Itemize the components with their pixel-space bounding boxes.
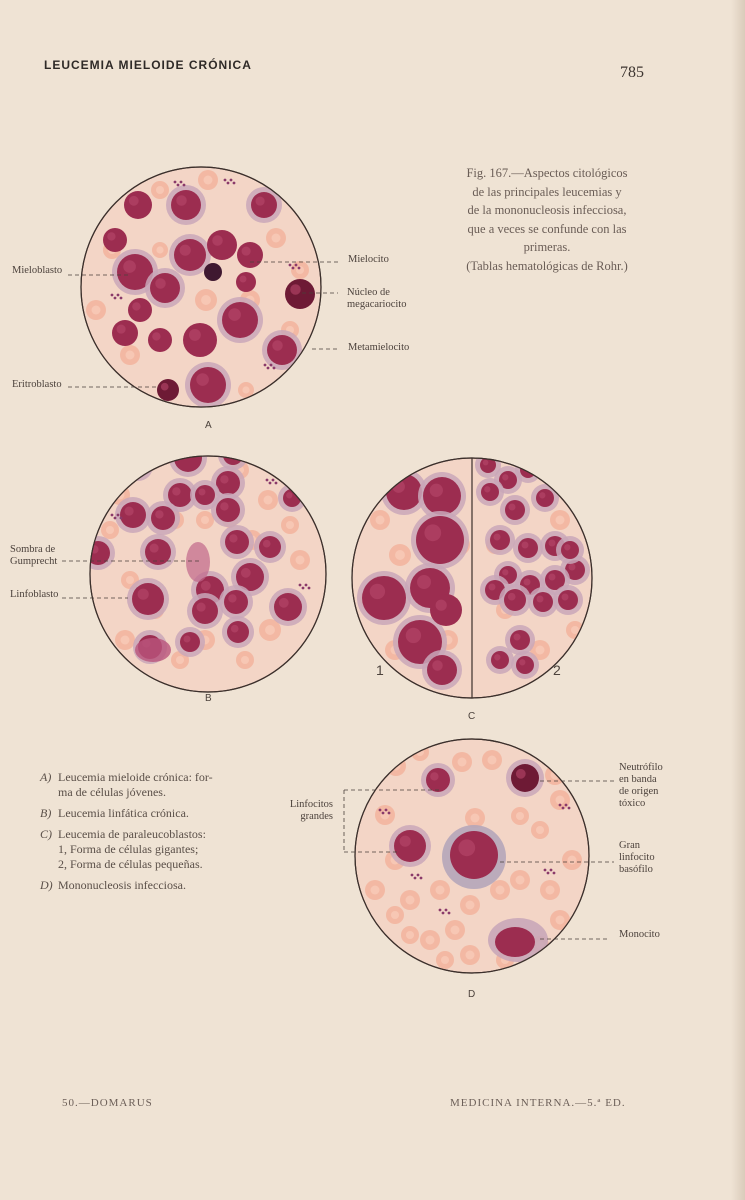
- nucleus-highlight: [184, 636, 191, 643]
- plate-d-micrograph: [355, 739, 589, 973]
- nucleus: [224, 590, 248, 614]
- nucleus: [426, 768, 450, 792]
- nucleus-highlight: [152, 332, 160, 340]
- nucleus: [558, 590, 578, 610]
- nucleus: [216, 471, 240, 495]
- nucleus-highlight: [509, 504, 516, 511]
- nucleus-highlight: [458, 839, 475, 856]
- platelet: [544, 869, 547, 872]
- platelet: [117, 514, 120, 517]
- caption-line: de las principales leucemias y: [472, 184, 622, 199]
- platelet: [411, 874, 414, 877]
- irregular-cell: [135, 638, 171, 662]
- nucleus-highlight: [290, 284, 301, 295]
- nucleus-highlight: [406, 628, 421, 643]
- plates-legend: [38, 770, 273, 899]
- label-linfoblasto: Linfoblasto: [10, 589, 59, 600]
- platelet: [305, 584, 308, 587]
- nucleus: [274, 593, 302, 621]
- red-cell-center: [571, 626, 579, 634]
- label-linfocitos-grandes: [281, 799, 333, 823]
- red-cell-center: [436, 886, 445, 895]
- nucleus-highlight: [522, 542, 529, 549]
- platelet: [174, 181, 177, 184]
- nucleus: [223, 445, 243, 465]
- red-cell-center: [156, 246, 163, 253]
- red-cell-center: [546, 886, 555, 895]
- label-line: de origen: [619, 786, 659, 797]
- nucleus: [150, 273, 180, 303]
- nucleus: [86, 541, 110, 565]
- red-cell-center: [272, 234, 281, 243]
- platelet: [269, 482, 272, 485]
- cytoplasm: [515, 457, 541, 483]
- platelet: [230, 179, 233, 182]
- platelet: [272, 479, 275, 482]
- platelet: [114, 297, 117, 300]
- platelet: [553, 872, 556, 875]
- platelet: [111, 514, 114, 517]
- page-number: 785: [620, 64, 644, 81]
- nucleus-highlight: [197, 603, 206, 612]
- legend-item: [38, 827, 273, 872]
- caption-line: que a veces se confunde con las: [467, 221, 627, 236]
- red-cell-center: [426, 936, 435, 945]
- nucleus-highlight: [272, 340, 283, 351]
- nucleus: [516, 656, 534, 674]
- nucleus: [216, 498, 240, 522]
- nucleus-highlight: [256, 197, 265, 206]
- nucleus-highlight: [508, 593, 516, 601]
- nucleus-highlight: [424, 524, 441, 541]
- plate-d-letter: D: [468, 989, 476, 1000]
- red-cell-center: [488, 756, 497, 765]
- nucleus-highlight: [107, 232, 115, 240]
- plate-b-letter: B: [205, 693, 212, 704]
- red-cell-center: [471, 814, 480, 823]
- nucleus-highlight: [179, 449, 189, 459]
- nucleus-highlight: [519, 659, 525, 665]
- nucleus: [285, 279, 315, 309]
- nucleus-highlight: [138, 589, 149, 600]
- red-cell-center: [371, 886, 380, 895]
- platelet: [114, 517, 117, 520]
- nucleus-highlight: [370, 584, 385, 599]
- megakaryocyte-nucleus: [204, 263, 222, 281]
- nucleus-highlight: [150, 544, 159, 553]
- platelet: [420, 877, 423, 880]
- nucleus-highlight: [516, 769, 526, 779]
- nucleus: [511, 764, 539, 792]
- nucleus-highlight: [549, 540, 556, 547]
- nucleus: [120, 502, 146, 528]
- label-line: Neutrófilo: [619, 762, 663, 773]
- nucleus: [423, 477, 461, 515]
- platelet: [224, 179, 227, 182]
- red-cell-center: [516, 812, 524, 820]
- cytoplasm: [123, 451, 153, 481]
- caption-line: primeras.: [523, 240, 571, 255]
- gumprecht-shadow: [186, 542, 210, 582]
- label-line: Gran: [619, 840, 640, 851]
- monocyte-nucleus: [495, 927, 535, 957]
- nucleus-highlight: [562, 594, 569, 601]
- nucleus-highlight: [502, 569, 508, 575]
- platelet: [298, 267, 301, 270]
- nucleus-highlight: [514, 634, 521, 641]
- nucleus-highlight: [569, 564, 576, 571]
- platelet: [275, 482, 278, 485]
- nucleus: [132, 583, 164, 615]
- label-gran-linfocito-basofilo: [619, 840, 655, 876]
- legend-line: 1, Forma de células gigantes;: [58, 842, 199, 856]
- nucleus: [183, 323, 217, 357]
- nucleus: [267, 335, 297, 365]
- platelet: [270, 364, 273, 367]
- platelet: [295, 264, 298, 267]
- red-cell: [370, 680, 390, 700]
- nucleus-highlight: [279, 598, 289, 608]
- platelet: [565, 804, 568, 807]
- nucleus: [561, 541, 579, 559]
- platelet: [183, 184, 186, 187]
- nucleus-highlight: [502, 474, 508, 480]
- nucleus: [362, 576, 406, 620]
- nucleus: [237, 242, 263, 268]
- nucleus-highlight: [180, 245, 191, 256]
- nucleus: [148, 328, 172, 352]
- red-cell-center: [381, 811, 390, 820]
- red-cell-center: [286, 521, 294, 529]
- label-metamielocito: Metamielocito: [348, 342, 410, 353]
- red-cell-center: [458, 758, 467, 767]
- red-cell-center: [556, 916, 565, 925]
- nucleus: [112, 320, 138, 346]
- nucleus: [427, 655, 457, 685]
- platelet: [562, 807, 565, 810]
- nucleus: [128, 298, 152, 322]
- legend-item: [38, 770, 273, 800]
- nucleus: [124, 191, 152, 219]
- red-cell-center: [204, 176, 213, 185]
- plate-a-letter: A: [205, 420, 212, 431]
- cytoplasm: [218, 440, 248, 470]
- plate-c-sub-1: 1: [376, 662, 384, 678]
- red-cell-center: [466, 951, 475, 960]
- platelet: [120, 517, 123, 520]
- red-cell-center: [568, 856, 577, 865]
- label-line: grandes: [300, 811, 333, 822]
- nucleus-highlight: [228, 594, 236, 602]
- nucleus: [222, 302, 258, 338]
- red-cell-center: [406, 931, 414, 939]
- nucleus-highlight: [132, 460, 139, 467]
- nucleus-highlight: [263, 540, 271, 548]
- nucleus: [227, 621, 249, 643]
- platelet: [308, 587, 311, 590]
- nucleus-highlight: [400, 836, 411, 847]
- platelet: [568, 807, 571, 810]
- nucleus: [490, 530, 510, 550]
- red-cell-center: [265, 625, 275, 635]
- nucleus-highlight: [228, 308, 241, 321]
- nucleus-highlight: [537, 596, 544, 603]
- legend-line: 2, Forma de células pequeñas.: [58, 857, 203, 871]
- platelet: [117, 294, 120, 297]
- nucleus: [157, 379, 179, 401]
- nucleus-highlight: [483, 460, 489, 466]
- platelet: [385, 809, 388, 812]
- legend-line: Mononucleosis infecciosa.: [58, 878, 186, 892]
- legend-line: ma de células jóvenes.: [58, 785, 166, 799]
- platelet: [180, 181, 183, 184]
- red-cell-center: [126, 351, 135, 360]
- label-nucleo-megacariocito: [347, 287, 406, 311]
- nucleus-highlight: [220, 502, 228, 510]
- platelet: [111, 294, 114, 297]
- platelet: [442, 912, 445, 915]
- plate-c-sub-2: 2: [553, 662, 561, 678]
- platelet: [264, 364, 267, 367]
- nucleus-highlight: [125, 507, 134, 516]
- plate-b-micrograph: [81, 439, 326, 692]
- footer-signature: 50.—DOMARUS: [62, 1097, 153, 1109]
- nucleus-highlight: [549, 574, 556, 581]
- nucleus-highlight: [564, 544, 570, 550]
- platelet: [292, 267, 295, 270]
- red-cell-center: [201, 295, 211, 305]
- nucleus-highlight: [436, 600, 447, 611]
- nucleus-highlight: [229, 534, 237, 542]
- red-cell-center: [516, 876, 525, 885]
- legend-item: [38, 878, 273, 893]
- label-line: basófilo: [619, 864, 653, 875]
- nucleus: [174, 239, 206, 271]
- legend-item: [38, 806, 273, 821]
- red-cell-center: [92, 306, 101, 315]
- platelet: [417, 874, 420, 877]
- label-line: Sombra de: [10, 544, 56, 555]
- nucleus: [192, 598, 218, 624]
- red-cell-center: [242, 386, 249, 393]
- nucleus-highlight: [155, 510, 163, 518]
- nucleus-highlight: [494, 534, 501, 541]
- nucleus: [518, 538, 538, 558]
- red-cell-center: [241, 656, 249, 664]
- legend-line: Leucemia linfática crónica.: [58, 806, 189, 820]
- nucleus-highlight: [117, 325, 126, 334]
- nucleus-highlight: [172, 487, 180, 495]
- platelet: [289, 264, 292, 267]
- nucleus-highlight: [123, 260, 136, 273]
- red-cell-center: [201, 516, 209, 524]
- nucleus: [251, 192, 277, 218]
- platelet: [445, 909, 448, 912]
- label-monocito: Monocito: [619, 929, 660, 940]
- nucleus-highlight: [212, 235, 223, 246]
- label-line: megacariocito: [347, 299, 407, 310]
- nucleus-highlight: [199, 489, 206, 496]
- red-cell-center: [376, 516, 385, 525]
- nucleus-highlight: [176, 195, 187, 206]
- nucleus-highlight: [161, 383, 169, 391]
- platelet: [299, 584, 302, 587]
- platelet: [266, 479, 269, 482]
- label-line: Núcleo de: [347, 287, 390, 298]
- label-eritroblasto: Eritroblasto: [12, 379, 62, 390]
- platelet: [177, 184, 180, 187]
- nucleus-highlight: [201, 581, 211, 591]
- nucleus: [225, 530, 249, 554]
- red-cell-center: [441, 956, 449, 964]
- nucleus: [128, 456, 148, 476]
- nucleus: [450, 831, 498, 879]
- platelet: [267, 367, 270, 370]
- red-cell-center: [556, 796, 565, 805]
- nucleus: [430, 594, 462, 626]
- platelet: [439, 909, 442, 912]
- nucleus-highlight: [539, 492, 545, 498]
- platelet: [388, 812, 391, 815]
- red-cell-center: [106, 526, 114, 534]
- nucleus-highlight: [524, 579, 531, 586]
- nucleus: [236, 272, 256, 292]
- platelet: [448, 912, 451, 915]
- nucleus-highlight: [432, 660, 443, 671]
- red-cell-center: [156, 186, 164, 194]
- nucleus-highlight: [196, 373, 209, 386]
- red-cell-center: [536, 646, 545, 655]
- legend-key: B): [40, 806, 52, 820]
- legend-key: D): [40, 878, 53, 892]
- nucleus-highlight: [417, 575, 431, 589]
- nucleus: [504, 589, 526, 611]
- nucleus: [190, 367, 226, 403]
- label-mielocito: Mielocito: [348, 254, 389, 265]
- nucleus: [171, 190, 201, 220]
- red-cell-center: [551, 771, 560, 780]
- nucleus: [481, 483, 499, 501]
- nucleus-highlight: [155, 278, 166, 289]
- caption-line: Fig. 167.—Aspectos citológicos: [466, 166, 628, 180]
- nucleus-highlight: [241, 568, 251, 578]
- nucleus-highlight: [286, 492, 292, 498]
- nucleus-highlight: [242, 247, 251, 256]
- running-head: LEUCEMIA MIELOIDE CRÓNICA: [44, 58, 252, 72]
- red-cell-center: [406, 896, 415, 905]
- nucleus: [259, 536, 281, 558]
- legend-key: C): [40, 827, 52, 841]
- platelet: [302, 587, 305, 590]
- nucleus: [103, 228, 127, 252]
- nucleus-highlight: [189, 329, 201, 341]
- nucleus: [394, 830, 426, 862]
- red-cell-center: [451, 926, 460, 935]
- nucleus-highlight: [220, 475, 228, 483]
- plate-a-micrograph: [81, 167, 321, 408]
- nucleus-highlight: [430, 772, 438, 780]
- nucleus: [510, 630, 530, 650]
- nucleus: [505, 500, 525, 520]
- label-line: tóxico: [619, 798, 646, 809]
- nucleus-highlight: [231, 625, 239, 633]
- nucleus: [536, 489, 554, 507]
- nucleus-highlight: [129, 196, 139, 206]
- nucleus-highlight: [227, 449, 234, 456]
- platelet: [382, 812, 385, 815]
- nucleus-highlight: [132, 302, 140, 310]
- platelet: [233, 182, 236, 185]
- legend-key: A): [40, 770, 52, 784]
- red-cell-center: [376, 686, 385, 695]
- platelet: [273, 367, 276, 370]
- red-cell-center: [176, 656, 184, 664]
- red-cell-center: [121, 636, 130, 645]
- nucleus: [180, 632, 200, 652]
- nucleus: [151, 506, 175, 530]
- label-sombra-gumprecht: [10, 544, 57, 568]
- caption-line: de la mononucleosis infecciosa,: [467, 203, 627, 218]
- label-line: Gumprecht: [10, 556, 58, 567]
- nucleus-highlight: [489, 584, 496, 591]
- label-line: Linfocitos: [289, 799, 333, 810]
- caption-line: (Tablas hematológicas de Rohr.): [466, 258, 628, 273]
- nucleus: [207, 230, 237, 260]
- nucleus: [416, 516, 464, 564]
- footer-book-title: MEDICINA INTERNA.—5.ª ED.: [450, 1097, 626, 1109]
- red-cell-center: [496, 886, 505, 895]
- legend-line: Leucemia de paraleucoblastos:: [58, 827, 206, 841]
- red-cell-center: [126, 576, 134, 584]
- nucleus-highlight: [240, 276, 247, 283]
- nucleus: [491, 651, 509, 669]
- platelet: [227, 182, 230, 185]
- platelet: [550, 869, 553, 872]
- platelet: [559, 804, 562, 807]
- red-cell-center: [536, 826, 544, 834]
- red-cell-center: [395, 550, 405, 560]
- nucleus-highlight: [484, 486, 490, 492]
- label-line: en banda: [619, 774, 657, 785]
- plate-c-letter: C: [468, 711, 476, 722]
- red-cell-center: [556, 516, 565, 525]
- nucleus: [533, 592, 553, 612]
- nucleus-highlight: [494, 654, 500, 660]
- nucleus-highlight: [430, 484, 443, 497]
- label-line: linfocito: [619, 852, 655, 863]
- platelet: [547, 872, 550, 875]
- platelet: [379, 809, 382, 812]
- red-cell-center: [391, 911, 399, 919]
- platelet: [414, 877, 417, 880]
- red-cell-center: [264, 496, 273, 505]
- nucleus: [195, 485, 215, 505]
- red-cell-center: [466, 901, 475, 910]
- label-mieloblasto: Mieloblasto: [12, 265, 63, 276]
- legend-line: Leucemia mieloide crónica: for-: [58, 770, 213, 784]
- platelet: [120, 297, 123, 300]
- red-cell-center: [296, 556, 305, 565]
- label-neutrofilo-banda: [619, 762, 663, 810]
